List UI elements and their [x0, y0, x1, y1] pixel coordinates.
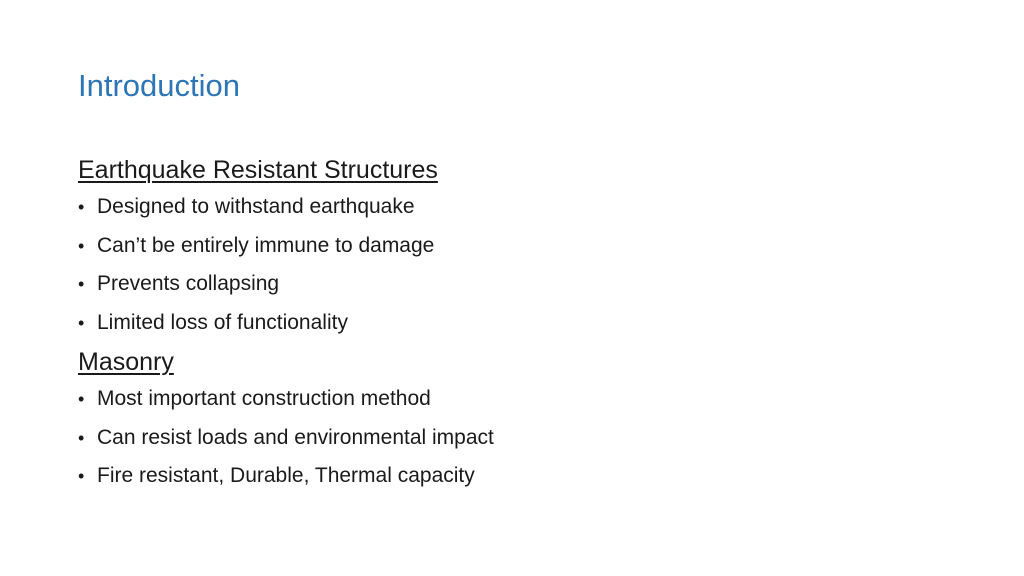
bullet-text: Fire resistant, Durable, Thermal capacity: [97, 464, 475, 487]
section-heading-masonry: Masonry: [78, 348, 174, 376]
bullet-item: [78, 188, 958, 227]
bullet-item: [78, 419, 958, 458]
bullet-icon: •: [78, 235, 85, 256]
bullet-icon: •: [78, 389, 85, 409]
bullet-item: [78, 457, 958, 496]
bullet-item: [78, 265, 958, 304]
bullet-text: Can’t be entirely immune to damage: [97, 233, 435, 257]
bullet-icon: •: [78, 197, 85, 217]
bullet-item: [78, 304, 958, 343]
bullet-list-masonry: [78, 380, 958, 496]
bullet-icon: •: [78, 274, 85, 294]
bullet-item: [78, 227, 958, 266]
bullet-text: Most important construction method: [97, 387, 431, 410]
bullet-text: Prevents collapsing: [97, 272, 280, 295]
slide-title: Introduction: [78, 68, 240, 103]
bullet-list-earthquake: [78, 188, 958, 342]
bullet-item: [78, 380, 958, 419]
section-heading-earthquake: Earthquake Resistant Structures: [78, 156, 438, 184]
bullet-icon: •: [78, 312, 85, 333]
bullet-icon: •: [78, 466, 85, 486]
bullet-text: Can resist loads and environmental impact: [97, 425, 494, 449]
bullet-icon: •: [78, 427, 85, 448]
slide-content: [78, 150, 958, 496]
bullet-text: Designed to withstand earthquake: [97, 195, 415, 218]
bullet-text: Limited loss of functionality: [97, 310, 348, 334]
